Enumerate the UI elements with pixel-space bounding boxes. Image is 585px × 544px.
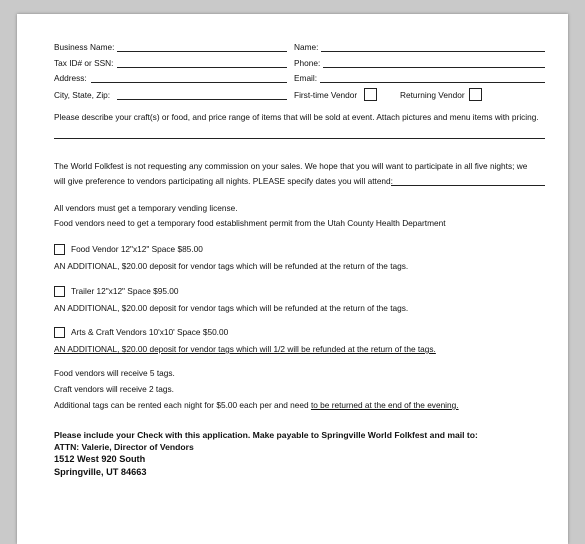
phone-label: Phone:	[294, 58, 321, 68]
trailer-deposit: AN ADDITIONAL, $20.00 deposit for vendor tags which will be refunded at the return of the tags.	[54, 303, 409, 313]
additional-tags-plain: Additional tags can be rented each night for $5.00 each per and need	[54, 400, 309, 410]
additional-tags-text	[54, 400, 459, 410]
food-tags-text: Food vendors will receive 5 tags.	[54, 368, 175, 378]
business-name-field[interactable]	[117, 51, 287, 52]
arts-craft-deposit: AN ADDITIONAL, $20.00 deposit for vendor tags which will 1/2 will be refunded at the return of the tags.	[54, 344, 436, 354]
arts-craft-checkbox[interactable]	[54, 327, 65, 338]
food-vendor-label: Food Vendor 12"x12" Space $85.00	[71, 244, 203, 254]
city-state-zip-label: City, State, Zip:	[54, 90, 111, 100]
attend-dates-field[interactable]	[391, 185, 545, 186]
name-field[interactable]	[321, 51, 545, 52]
additional-tags-underlined: to be returned at the end of the evening.	[310, 400, 459, 410]
first-time-vendor-checkbox[interactable]	[364, 88, 377, 101]
email-field[interactable]	[320, 82, 545, 83]
describe-crafts-text: Please describe your craft(s) or food, and price range of items that will be sold at event. Attach pictures and menu items with pricing.	[54, 112, 539, 122]
email-label: Email:	[294, 73, 318, 83]
returning-vendor-label: Returning Vendor	[400, 90, 465, 100]
food-vendor-deposit: AN ADDITIONAL, $20.00 deposit for vendor tags which will be refunded at the return of the tags.	[54, 261, 409, 271]
application-page	[17, 14, 568, 544]
trailer-label: Trailer 12"x12" Space $95.00	[71, 286, 179, 296]
license-text-line2: Food vendors need to get a temporary food establishment permit from the Utah County Health Department	[54, 218, 446, 228]
returning-vendor-checkbox[interactable]	[469, 88, 482, 101]
tax-id-field[interactable]	[117, 67, 287, 68]
commission-text-line1: The World Folkfest is not requesting any commission on your sales. We hope that you will want to participate in all five nights; we	[54, 161, 528, 171]
commission-text-line2: will give preference to vendors participating all nights. PLEASE specify dates you will attend:	[54, 176, 393, 186]
describe-crafts-field[interactable]	[54, 138, 545, 139]
mail-city: Springville, UT 84663	[54, 467, 147, 477]
tax-id-label: Tax ID# or SSN:	[54, 58, 114, 68]
mail-instructions: Please include your Check with this application. Make payable to Springville World Folkfest and mail to:	[54, 430, 478, 440]
food-vendor-checkbox[interactable]	[54, 244, 65, 255]
license-text-line1: All vendors must get a temporary vending license.	[54, 203, 238, 213]
mail-street: 1512 West 920 South	[54, 454, 146, 464]
city-state-zip-field[interactable]	[117, 99, 287, 100]
address-label: Address:	[54, 73, 87, 83]
trailer-checkbox[interactable]	[54, 286, 65, 297]
business-name-label: Business Name:	[54, 42, 115, 52]
arts-craft-label: Arts & Craft Vendors 10'x10' Space $50.00	[71, 327, 229, 337]
first-time-vendor-label: First-time Vendor	[294, 90, 358, 100]
address-field[interactable]	[91, 82, 287, 83]
craft-tags-text: Craft vendors will receive 2 tags.	[54, 384, 174, 394]
phone-field[interactable]	[323, 67, 545, 68]
name-label: Name:	[294, 42, 319, 52]
mail-attn: ATTN: Valerie, Director of Vendors	[54, 442, 194, 452]
